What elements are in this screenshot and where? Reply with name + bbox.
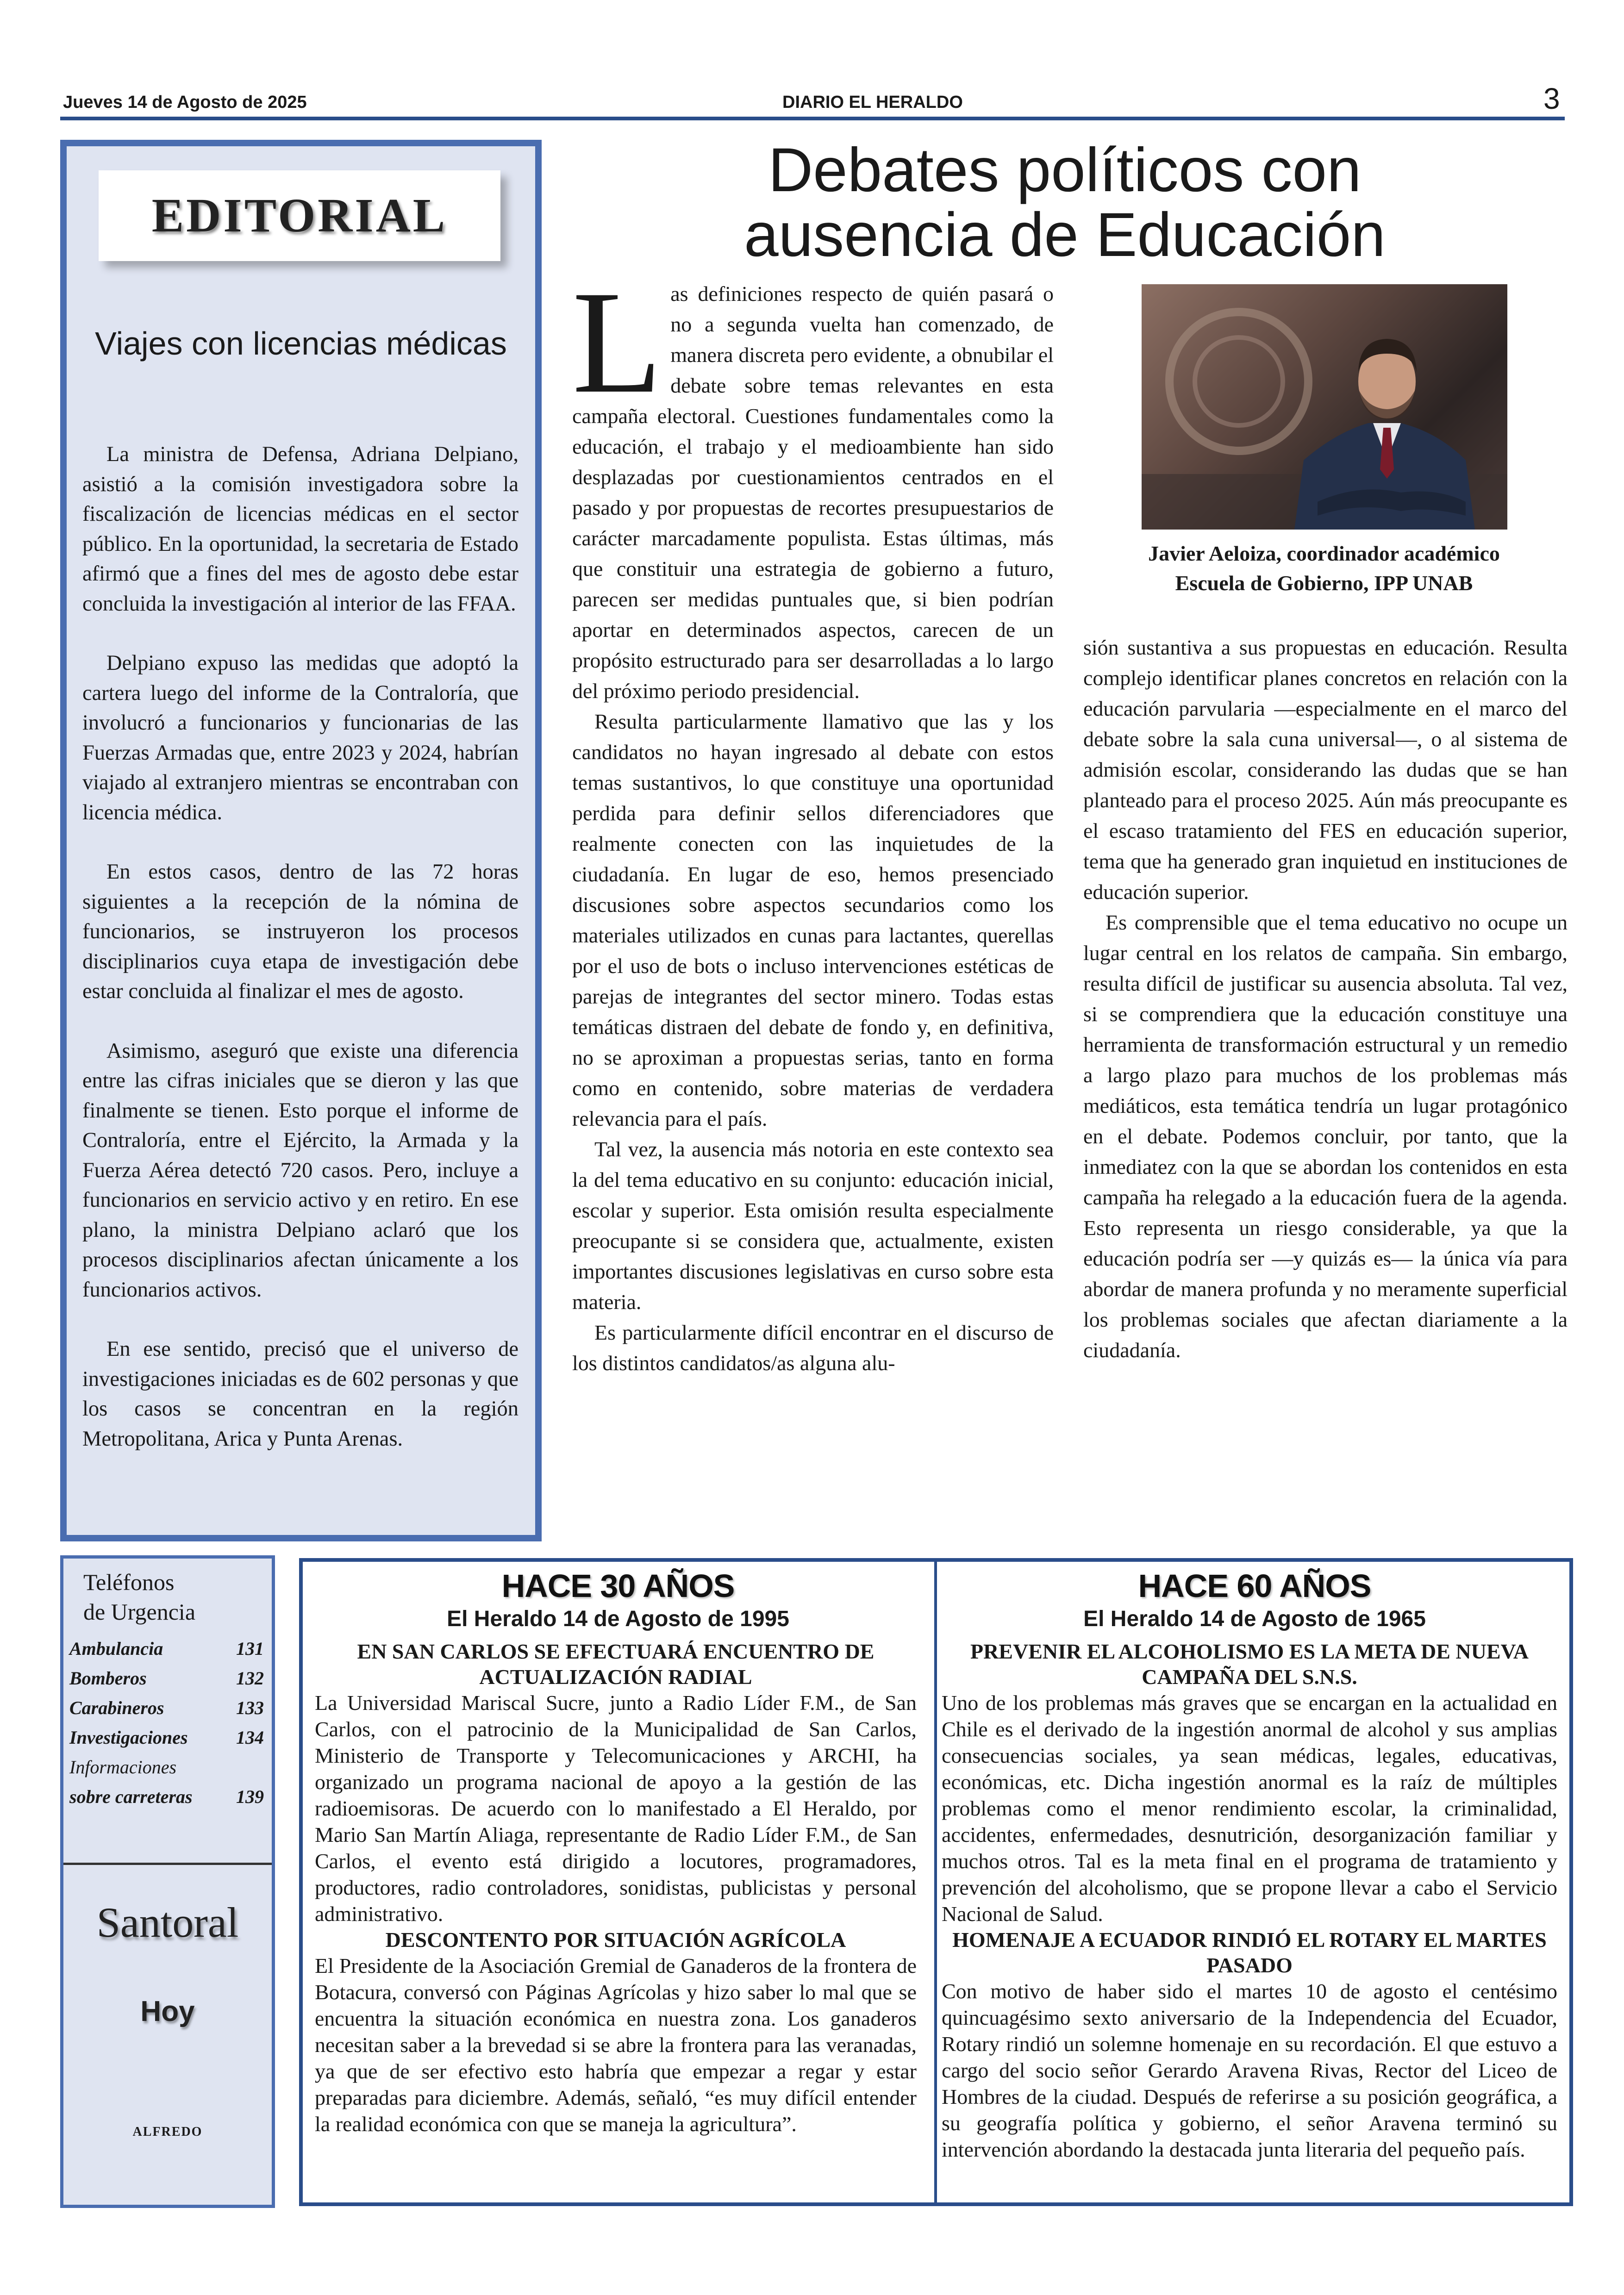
phone-row [69,1693,264,1723]
news-headline: PREVENIR EL ALCOHOLISMO ES LA META DE NUEVA CAMPAÑA DEL S.N.S. [970,1640,1529,1689]
santoral-title: Santoral [96,1899,239,1946]
history-divider [934,1562,937,2202]
article-headline: Debates políticos con ausencia de Educación [744,136,1386,269]
phone-number: 139 [236,1786,264,1807]
phone-info-label: Informaciones [69,1757,177,1777]
news-paragraph: Con motivo de haber sido el martes 10 de agosto el centésimo quincuagésimo sexto aniversario de la Independencia del Ecuador, Rotary rindió un solemne homenaje en su recordación. El que estuvo a cargo del socio señor Gerardo Aravena Rivas, Rector del Liceo de Hombres de la ciudad. Después de referirse a su posición geográfica, a su geografía política y gobierno, el señor Aravena terminó su intervención abordando la destacada junta literaria del pequeño país. [942,1979,1557,2161]
caption-line: Escuela de Gobierno, IPP UNAB [1175,571,1473,595]
article-column-2 [1083,632,1568,1366]
editorial-title: Viajes con licencias médicas [95,325,507,362]
newspaper-name: DIARIO EL HERALDO [782,93,963,112]
news-paragraph: La Universidad Mariscal Sucre, junto a Radio Líder F.M., de San Carlos, con el patrocinio de la Municipalidad de San Carlos, Ministerio de Transporte y Telecomunicaciones y ARCHI, ha organizado un programa nacional de apoyo a la gestión de las radioemisoras. De acuerdo con lo manifestado a El Heraldo, por Mario San Martín Aliaga, representante de Radio Líder F.M., de San Carlos, el evento está dirigido a locutores, programadores, productores, radio controladores, sonidistas, publicistas y personal administrativo. [315,1691,917,1926]
hace-30-content [315,1639,917,2137]
hace-60-title: HACE 60 AÑOS [1138,1568,1371,1604]
news-headline: DESCONTENTO POR SITUACIÓN AGRÍCOLA [385,1928,846,1952]
phone-row [69,1782,264,1812]
phone-row [69,1634,264,1664]
editorial-paragraph: En estos casos, dentro de las 72 horas siguientes a la recepción de la nómina de funcionarios, se instruyeron los procesos disciplinarios cuya etapa de investigación debe estar concluida al finalizar el mes de agosto. [82,860,518,1003]
editorial-paragraph: Asimismo, aseguró que existe una diferencia entre las cifras iniciales que se dieron y las que finalmente se tienen. Esto porque el informe de Contraloría, entre el Ejército, la Armada y la Fuerza Aérea detectó 720 casos. Pero, incluye a funcionarios en servicio activo y en retiro. En ese plano, la ministra Delpiano aclaró que los procesos disciplinarios afectan únicamente a los funcionarios activos. [82,1039,518,1302]
editorial-paragraph: La ministra de Defensa, Adriana Delpiano, asistió a la comisión investigadora sobre la fiscalización de licencias médicas en el sector público. En la oportunidad, la secretaria de Estado afirmó que a fines del mes de agosto debe estar concluida la investigación al interior de las FFAA. [82,443,518,616]
hace-30-title: HACE 30 AÑOS [501,1568,735,1604]
hace-60-subtitle: El Heraldo 14 de Agosto de 1965 [1083,1607,1426,1631]
article-paragraph: sión sustantiva a sus propuestas en educación. Resulta complejo identificar planes concretos en relación con la educación parvularia —especialmente en el marco del debate sobre la sala cuna universal—, o al sistema de admisión escolar, considerando las dudas que se han planteado para el proceso 2025. Aún más preocupante es el escaso tratamiento del FES en educación superior, tema que ha generado gran inquietud en instituciones de educación superior. [1083,636,1568,904]
hace-30-subtitle: El Heraldo 14 de Agosto de 1995 [447,1607,789,1631]
issue-date: Jueves 14 de Agosto de 2025 [63,93,307,112]
title-line: Teléfonos [83,1569,175,1595]
phone-label: Ambulancia [69,1638,163,1659]
news-paragraph: Uno de los problemas más graves que se encargan en la actualidad en Chile es el derivado de la ingestión anormal de alcohol y sus amplias consecuencias sociales, ya sean médicas, legales, educativas, económicas, etc. Dicha ingestión anormal es la raíz de múltiples problemas como el menor rendimiento escolar, la criminalidad, accidentes, enfermedades, desnutrición, desorganización familiar y muchos otros. Tal es la meta final en el programa de tratamiento y prevención del alcoholismo, que se propone llevar a cabo el Servicio Nacional de Salud. [942,1691,1557,1926]
drop-cap: L [572,261,662,424]
phone-number: 134 [236,1727,264,1748]
article-paragraph: Es particularmente difícil encontrar en el discurso de los distintos candidatos/as alguna alu- [572,1321,1054,1375]
title-line: de Urgencia [83,1599,196,1625]
editorial-paragraph: Delpiano expuso las medidas que adoptó la cartera luego del informe de la Contraloría, que involucró a funcionarios y funcionarias de las Fuerzas Armadas que, entre 2023 y 2024, habrían viajado al extranjero mientras se encontraban con licencia médica. [82,651,518,824]
phone-label: Investigaciones [69,1727,188,1748]
article-paragraph: Tal vez, la ausencia más notoria en este contexto sea la del tema educativo en su conjunto: educación inicial, escolar y superior. Esta omisión resulta especialmente preocupante si se considera que, actualmente, existen importantes discusiones legislativas en curso sobre esta materia. [572,1137,1054,1314]
phone-row [69,1723,264,1752]
photo-caption [1083,539,1565,598]
editorial-paragraph: En ese sentido, precisó que el universo de investigaciones iniciadas es de 602 personas y que los casos se concentran en la región Metropolitana, Arica y Punta Arenas. [82,1337,518,1451]
santoral-name: ALFREDO [132,2125,203,2139]
phone-label: sobre carreteras [69,1786,193,1807]
author-photo [1142,284,1507,530]
emergency-phones-title [83,1567,259,1627]
page-number: 3 [1543,82,1560,115]
phone-number: 131 [236,1638,264,1659]
news-paragraph: El Presidente de la Asociación Gremial de Ganaderos de la frontera de Botacura, conversó con Páginas Agrícolas y hizo saber lo mal que se encuentra la situación económica en nuestra zona. Los ganaderos necesitan saber a la brevedad si se abre la frontera para las veranadas, ya que de ser efectivo esto habría que empezar a regar y estar preparadas para diciembre. Además, señaló, “es muy difícil entender la realidad económica con que se maneja la agricultura”. [315,1954,917,2136]
hace-60-content [942,1639,1557,2163]
santoral-hoy: Hoy [140,1996,195,2027]
section-divider [63,1863,272,1865]
article-paragraph: Resulta particularmente llamativo que las y los candidatos no hayan ingresado al debate con estos temas sustantivos, lo que constituye una oportunidad perdida para definir sellos diferenciadores que realmente conecten con las inquietudes de la ciudadanía. En lugar de eso, hemos presenciado discusiones sobre aspectos secundarios como los materiales utilizados en cunas para lactantes, querellas por el uso de bots o incluso intervenciones estéticas de parejas de integrantes del sector minero. Todas estas temáticas distraen del debate de fondo y, en definitiva, no se aproximan a propuestas serias, tanto en forma como en contenido, sobre materias de verdadera relevancia para el país. [572,710,1054,1130]
article-column-1 [572,261,1054,1378]
caption-line: Javier Aeloiza, coordinador académico [1148,542,1500,565]
article-paragraph: as definiciones respecto de quién pasará o no a segunda vuelta han comenzado, de manera discreta pero evidente, a obnubilar el debate sobre temas relevantes en esta campaña electoral. Cuestiones fundamentales como la educación, el trabajo y el medioambiente han sido desplazadas por cuestionamientos centrados en el pasado y por propuestas de recortes presupuestarios de carácter marcadamente populista. Estas últimas, más que constituir una estrategia de gobierno a futuro, parecen ser medidas puntuales que, si bien podrían aportar en determinados aspectos, carecen de un propósito estructurado para ser desarrolladas a lo largo del próximo periodo presidencial. [572,282,1054,703]
phone-label: Bomberos [69,1668,147,1689]
person-portrait-icon [1142,284,1507,530]
phone-row [69,1664,264,1693]
news-headline: HOMENAJE A ECUADOR RINDIÓ EL ROTARY EL MARTES PASADO [952,1928,1547,1977]
header-rule [60,117,1565,120]
editorial-label: EDITORIAL [99,170,500,261]
article-paragraph: Es comprensible que el tema educativo no ocupe un lugar central en los relatos de campaña. Sin embargo, resulta difícil de justificar su ausencia absoluta. Tal vez, si se comprendiera que la educación constituye una herramienta de transformación estructural y un remedio a largo plazo para muchos de los problemas más mediáticos, esta temática tendría un lugar protagónico en el debate. Podemos concluir, por tanto, que la inmediatez con la que se abordan los contenidos en esta campaña ha relegado a la educación fuera de la agenda. Esto representa un riesgo considerable, ya que la educación podría ser —y quizás es— la única vía para abordar de manera profunda y no meramente superficial los problemas sociales que afectan diariamente a la ciudadanía. [1083,911,1568,1362]
editorial-body [82,440,518,1484]
phone-label: Carabineros [69,1697,164,1718]
phone-number: 132 [236,1668,264,1689]
news-headline: EN SAN CARLOS SE EFECTUARÁ ENCUENTRO DE ACTUALIZACIÓN RADIAL [357,1640,874,1689]
phone-number: 133 [236,1697,264,1718]
